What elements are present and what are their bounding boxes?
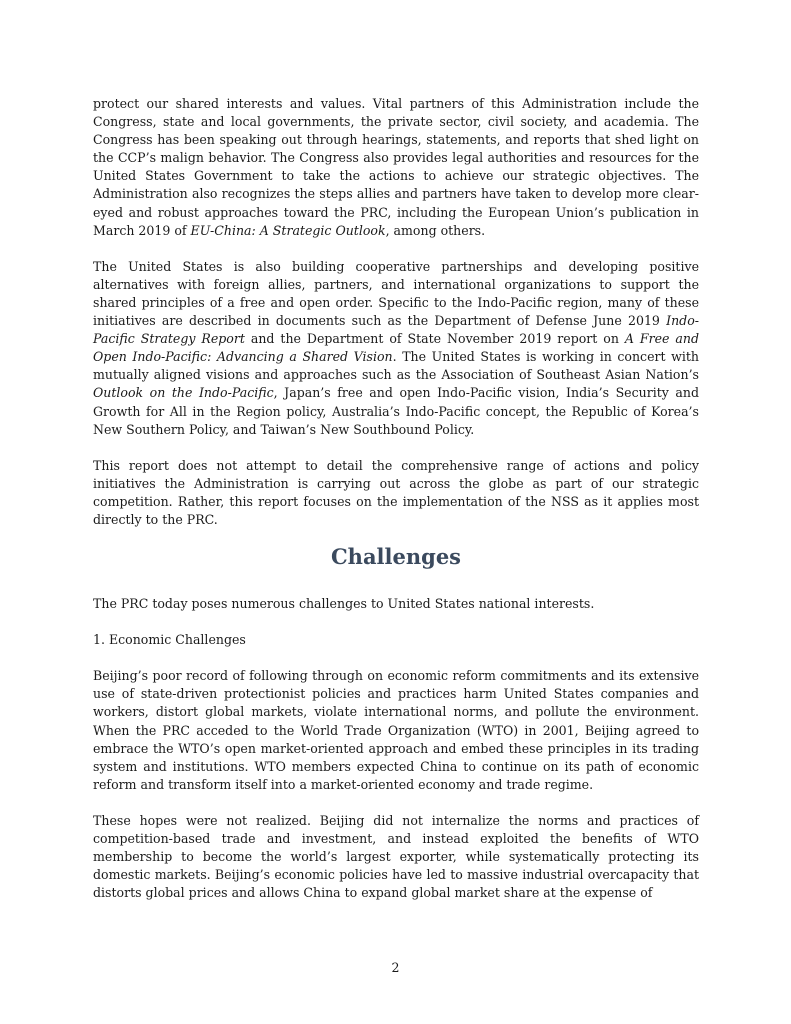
paragraph-report-scope: This report does not attempt to detail the comprehensive range of actions and policy initiatives the Administration is carrying out across the globe as part of our strategic competition. Rather, this report focuses on the implementation of the NSS as it applies most directly to the PRC.: [93, 457, 699, 527]
document-body: [93, 95, 699, 902]
page-number: 2: [391, 960, 400, 975]
paragraph-partners: [93, 95, 699, 240]
paragraph-intro: The PRC today poses numerous challenges to United States national interests.: [93, 596, 595, 612]
paragraph-text: The United States is also building cooperative partnerships and developing positive alternatives with foreign allies, partners, and international organizations to support the shared principles of a free and open order. Specific to the Indo-Pacific region, many of these initiatives are described in documents such as the Department of Defense June 2019: [93, 258, 699, 329]
report-title-italic: A Free and Open Indo-Pacific: Advancing a Shared Vision: [93, 331, 699, 365]
paragraph-text: protect our shared interests and values. Vital partners of this Administration include the Congress, state and local governments, the private sector, civil society, and academia. The Congress has been speaking out through hearings, statements, and reports that shed light on the CCP’s malign behavior. The Congress also provides legal authorities and resources for the United States Government to take the actions to achieve our strategic objectives. The Administration also recognizes the steps allies and partners have taken to develop more clear-eyed and robust approaches toward the PRC, including the European Union’s publication in March 2019 of: [93, 96, 699, 238]
subsection-heading: 1. Economic Challenges: [93, 632, 246, 648]
report-title-italic: Outlook on the Indo-Pacific: [93, 385, 274, 401]
report-title-italic: EU-China: A Strategic Outlook: [190, 222, 386, 238]
paragraph-text: , Japan’s free and open Indo-Pacific vision, India’s Security and Growth for All in the Region policy, Australia’s Indo-Pacific concept, the Republic of Korea’s New Southern Policy, and Taiwan’s New Southbound Policy.: [93, 385, 699, 437]
paragraph-text: . The United States is working in concert with mutually aligned visions and approaches such as the Association of Southeast Asian Nation’s: [93, 349, 699, 383]
paragraph-text: , among others.: [385, 222, 486, 238]
paragraph-hopes-not-realized: These hopes were not realized. Beijing did not internalize the norms and practices of competition-based trade and investment, and instead exploited the benefits of WTO membership to become the world’s largest exporter, while systematically protecting its domestic markets. Beijing’s economic policies have led to massive industrial overcapacity that distorts global prices and allows China to expand global market share at the expense of: [93, 812, 699, 901]
section-heading: Challenges: [330, 544, 462, 570]
paragraph-cooperative-partnerships: [93, 258, 699, 439]
report-title-italic: Indo-Pacific Strategy Report: [93, 313, 699, 347]
paragraph-economic-record: Beijing’s poor record of following through on economic reform commitments and its extensive use of state-driven protectionist policies and practices harm United States companies and workers, distort global markets, violate international norms, and pollute the environment. When the PRC acceded to the World Trade Organization (WTO) in 2001, Beijing agreed to embrace the WTO’s open market-oriented approach and embed these principles in its trading system and institutions. WTO members expected China to continue on its path of economic reform and transform itself into a market-oriented economy and trade regime.: [93, 668, 699, 792]
paragraph-text: and the Department of State November 2019 report on: [244, 331, 625, 347]
